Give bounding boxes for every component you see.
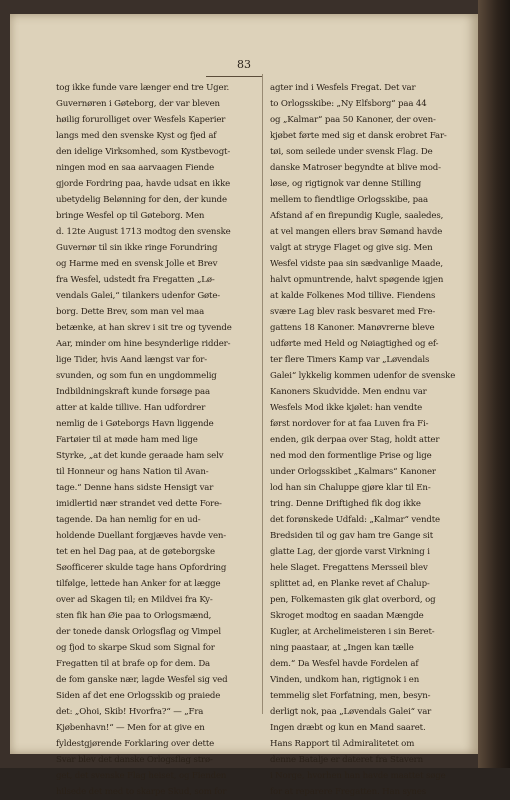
text-line: Svar blev det danske Orlogsflag strø- — [56, 755, 213, 765]
text-line: denne Batalje er dateret fra Stavern — [270, 755, 423, 765]
text-line: over ad Skagen til; en Mildvei fra Ky- — [56, 595, 213, 605]
text-line: Hans Rapport til Admiralitetet om — [270, 739, 415, 749]
text-line: d. 12te August 1713 modtog den svenske — [56, 227, 231, 237]
text-line: bringe Wesfel op til Gøteborg. Men — [56, 211, 205, 221]
text-line: tøi, som seilede under svensk Flag. De — [270, 147, 433, 157]
text-line: sten fik han Øie paa to Orlogsmænd, — [56, 611, 212, 621]
text-line: to Orlogsskibe: „Ny Elfsborg“ paa 44 — [270, 99, 427, 109]
text-line: tilfølge, lettede han Anker for at lægge — [56, 579, 221, 589]
text-line: Siden af det ene Orlogsskib og praiede — [56, 691, 221, 701]
text-line: betænke, at han skrev i sit tre og tyvende — [56, 323, 232, 333]
text-line: valgt at stryge Flaget og give sig. Men — [270, 243, 433, 253]
text-line: temmelig slet Forfatning, men, besyn- — [270, 691, 431, 701]
text-line: mellem to fiendtlige Orlogsskibe, paa — [270, 195, 428, 205]
book-page — [10, 14, 478, 797]
text-line: tog ikke funde vare længer end tre Uger. — [56, 83, 230, 93]
text-line: Vinden, undkom han, rigtignok i en — [270, 675, 420, 685]
page-number: 83 — [237, 58, 251, 71]
text-line: Ingen dræbt og kun en Mand saaret. — [270, 723, 426, 733]
text-line: splittet ad, en Planke revet af Chalup- — [270, 579, 430, 589]
text-line: gjorde Fordring paa, havde udsat en ikke — [56, 179, 231, 189]
text-line: derligt nok, paa „Løvendals Galei“ var — [270, 707, 432, 717]
text-line: Indbildningskraft kunde forsøge paa — [56, 387, 210, 397]
text-line: Kanoners Skudvidde. Men endnu var — [270, 387, 427, 397]
text-line: og fjod to skarpe Skud som Signal for — [56, 643, 215, 653]
text-line: get, det svenske Flag heiset, og Fienden — [56, 771, 227, 781]
text-line: at kalde Folkenes Mod tillive. Fiendens — [270, 291, 436, 301]
text-line: imidlertid nær strandet ved dette Fore- — [56, 499, 222, 509]
text-line: ned mod den formentlige Prise og lige — [270, 451, 432, 461]
text-line: fyldestgjørende Forklaring over dette — [56, 739, 215, 749]
text-line: Fartøier til at møde ham med lige — [56, 435, 198, 445]
text-line: Wesfel vidste paa sin sædvanlige Maade, — [270, 259, 443, 269]
text-line: Styrke, „at det kunde geraade ham selv — [56, 451, 224, 461]
text-line: danske Matroser begyndte at blive mod- — [270, 163, 441, 173]
text-line: Bredsiden til og gav ham tre Gange sit — [270, 531, 433, 541]
text-line: borg. Dette Brev, som man vel maa — [56, 307, 205, 317]
text-line: og „Kalmar“ paa 50 Kanoner, der oven- — [270, 115, 436, 125]
text-line: holdende Duellant forgjæves havde ven- — [56, 531, 227, 541]
text-line: nemlig de i Gøteborgs Havn liggende — [56, 419, 214, 429]
text-line: Afstand af en firepundig Kugle, saaledes, — [270, 211, 444, 221]
text-line: enden, gik derpaa over Stag, holdt atter — [270, 435, 440, 445]
text-line: i Norge, hvorhen han havde maattet søge — [270, 771, 446, 781]
text-line: at vel mangen ellers brav Sømand havde — [270, 227, 443, 237]
text-line: Fregatten til at brafe op for dem. Da — [56, 659, 211, 669]
text-line: Søofficerer skulde tage hans Opfordring — [56, 563, 227, 573]
text-line: de fom ganske nær, lagde Wesfel sig ved — [56, 675, 228, 685]
text-line: først nordover for at faa Luven fra Fi- — [270, 419, 429, 429]
text-line: under Orlogsskibet „Kalmars“ Kanoner — [270, 467, 436, 477]
text-line: hilsede det med to skarpe Skud, som for — [56, 787, 227, 797]
text-line: svære Lag blev rask besvaret med Fre- — [270, 307, 436, 317]
text-line: den idelige Virksomhed, som Kystbevogt- — [56, 147, 231, 157]
text-line: halvt opmuntrende, halvt spøgende igjen — [270, 275, 444, 285]
text-line: tage.“ Denne hans sidste Hensigt var — [56, 483, 214, 493]
text-line: det forønskede Udfald: „Kalmar“ vendte — [270, 515, 440, 525]
text-line: Wesfels Mod ikke kjølet: han vendte — [270, 403, 423, 413]
text-line: ter flere Timers Kamp var „Løvendals — [270, 355, 430, 365]
text-line: pen, Folkemasten gik glat overbord, og — [270, 595, 436, 605]
text-line: svunden, og som fun en ungdommelig — [56, 371, 217, 381]
text-line: Kugler, at Archelimeisteren i sin Beret- — [270, 627, 435, 637]
text-line: løse, og rigtignok var denne Stilling — [270, 179, 422, 189]
text-line: udførte med Held og Nøiagtighed og ef- — [270, 339, 439, 349]
text-line: Skroget modtog en saadan Mængde — [270, 611, 424, 621]
text-line: lod han sin Chaluppe gjøre klar til En- — [270, 483, 431, 493]
text-line: til Honneur og hans Nation til Avan- — [56, 467, 209, 477]
text-line: og Harme med en svensk Jolle et Brev — [56, 259, 218, 269]
text-line: ningen mod en saa aarvaagen Fiende — [56, 163, 215, 173]
text-line: ning paastaar, at „Ingen kan tælle — [270, 643, 414, 653]
text-line: glatte Lag, der gjorde varst Virkning i — [270, 547, 430, 557]
text-line: ubetydelig Belønning for den, der kunde — [56, 195, 227, 205]
text-line: Aar, minder om hine besynderlige ridder- — [56, 339, 231, 349]
text-line: tring. Denne Driftighed fik dog ikke — [270, 499, 421, 509]
text-line: agter ind i Wesfels Fregat. Det var — [270, 83, 416, 93]
book-spine — [478, 0, 510, 768]
text-line: lige Tider, hvis Aand længst var for- — [56, 355, 207, 365]
text-line: tagende. Da han nemlig for en ud- — [56, 515, 201, 525]
text-line: der tonede dansk Orlogsflag og Vimpel — [56, 627, 221, 637]
text-line: Guvernøren i Gøteborg, der var bleven — [56, 99, 220, 109]
column-divider — [262, 74, 263, 714]
text-line: det: „Ohoi, Skib! Hvorfra?“ — „Fra — [56, 707, 204, 717]
text-line: Kjøbenhavn!“ — Men for at give en — [56, 723, 205, 733]
text-line: tet en hel Dag paa, at de gøteborgske — [56, 547, 215, 557]
text-line: vendals Galei,“ tilankers udenfor Gøte- — [56, 291, 221, 301]
text-line: hele Slaget. Fregattens Mersseil blev — [270, 563, 428, 573]
right-column — [270, 80, 470, 800]
text-line: langs med den svenske Kyst og fjed af — [56, 131, 217, 141]
text-line: Galei“ lykkelig kommen udenfor de svenske — [270, 371, 456, 381]
text-line: gattens 18 Kanoner. Manøvrerne bleve — [270, 323, 435, 333]
text-line: Guvernør til sin ikke ringe Forundring — [56, 243, 218, 253]
text-line: dem.“ Da Wesfel havde Fordelen af — [270, 659, 419, 669]
text-line: høilig forurolliget over Wesfels Kaperier — [56, 115, 226, 125]
text-line: atter at kalde tillive. Han udfordrer — [56, 403, 206, 413]
text-line: fra Wesfel, udstedt fra Fregatten „Lø- — [56, 275, 215, 285]
text-line: for at reparere Fregatten. Han synes — [270, 787, 426, 797]
text-line: kjøbet førte med sig et dansk erobret Far- — [270, 131, 447, 141]
left-column — [56, 80, 254, 800]
header-rule — [206, 76, 262, 77]
